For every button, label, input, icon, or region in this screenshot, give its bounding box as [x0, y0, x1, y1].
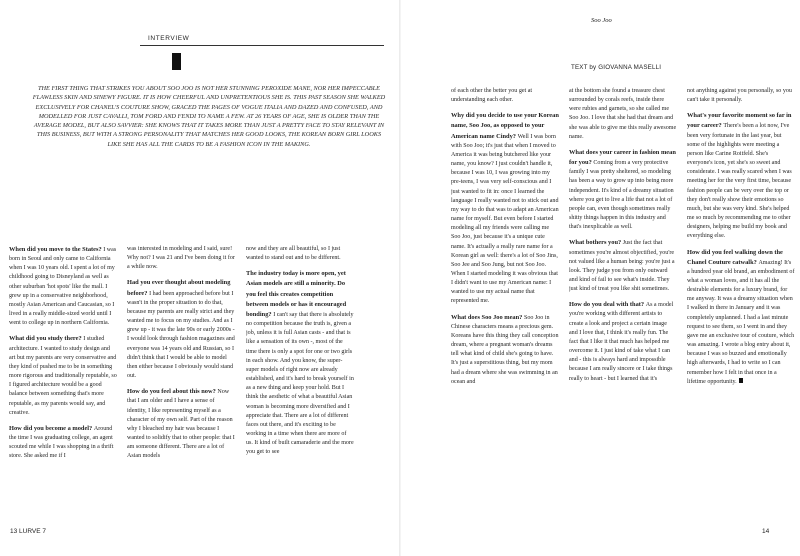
interview-question: Why did you decide to use your Korean name, Soo Joo, as opposed to your American name Cindy?: [451, 112, 559, 140]
interview-question: What's your favorite moment so far in your career?: [687, 112, 792, 130]
interview-answer: I studied architecture. I wanted to study design and art but my parents are very conservative and they kind of pushed me to be in something more rigorous and traditionally reputable, so I figured architecture would be a good balance between something that's more reputable, as my parents would say, and creative.: [9, 336, 117, 416]
text-column-4: [451, 87, 559, 539]
interview-answer: Soo Joo in Chinese characters means a precious gem. Koreans have this thing they call conception dream, where a pregnant woman's dreams tell what kind of child she's going to have. It's just a superstitious thing, but my mom had a dream where she was swimming in an ocean and: [451, 314, 559, 385]
article-paragraph: [569, 238, 677, 294]
header-rule: [140, 45, 384, 46]
interview-answer: Around the time I was graduating college, an agent scouted me while I was shopping in a thrift store. She asked me if I: [9, 425, 114, 460]
article-paragraph: [451, 111, 559, 306]
article-paragraph: [246, 269, 354, 457]
intro-paragraph: THE FIRST THING THAT STRIKES YOU ABOUT SOO JOO IS NOT HER STUNNING PEROXIDE MANE, NOR HER IMPECCABLE FLAWLESS SKIN AND SINEWY FIGURE. IT IS HOW CHEERFUL AND UNPRETENTIOUS SHE IS. THIS PAST SEASON SHE WALKED EXCLUSIVELY FOR CHANEL'S COUTURE SHOW, GRACED THE PAGES OF VOGUE ITALIA AND DAZED AND CONFUSED, AND MODELLED FOR JUST CAVALLI, TOM FORD AND FENDI TO NAME A FEW. AT 26 YEARS OF AGE, SHE IS OLDER THAN THE AVERAGE MODEL, BUT ALSO SAVVIER: SHE KNOWS THAT IT TAKES MORE THAN JUST A PRETTY FACE TO STAY RELEVANT IN THIS BUSINESS, BUT WITH A STRONG PERSONALITY THAT MATCHES HER GOOD LOOKS, THE KOREAN BORN GIRL LOOKS LIKE SHE HAS ALL THE CARDS TO BE A FASHION ICON IN THE MAKING.: [32, 85, 386, 148]
interview-answer: I can't say that there is absolutely no competition because the truth is, given a job, unless it is full Asian casts - and that is like a sensation of its own -, most of the time there is only a spot for one or two girls in each show. And you know, the super-super models of right now are already established, and it's hard to break yourself in as a new thing and keep your hold. But I think the aesthetic of what a beautiful Asian woman is becoming more diversified and I appreciate that. There are a lot of different faces out there, and it's exciting to be working in a time when there are more of us. It kind of built camaraderie and the more you get to see: [246, 311, 354, 456]
interview-question: Had you ever thought about modeling before?: [127, 279, 231, 297]
end-of-article-mark: [739, 378, 743, 383]
interview-question: What does your career in fashion mean for you?: [569, 148, 676, 167]
article-paragraph: [127, 278, 235, 381]
interview-answer: There's been a lot now, I've been very fortunate in the last year, but some of the highlights were meeting a person like Carine Roitfeld. She's everyone's icon, yet she's so sweet and considerate. I was really scared when I was meeting her for the very first time, because fashion people can be very over the top or they don't really show their emotions so much, but she was very kind. She's helped me so much by recommending me to other designers, helping me build my book and everything else.: [687, 123, 792, 240]
text-column-2: [127, 245, 235, 537]
interview-answer: As a model you're working with different artists to create a look and project a certain image and I love that, I think it's really fun. The fact that I like it that much has helped me overcome it. I just kind of take what I can and - this is always hard and impossible because I am really sincere or I take things really to heart - but I learned that it's: [569, 302, 674, 382]
article-paragraph: [9, 424, 117, 462]
article-paragraph: [687, 111, 795, 241]
text-column-3: [246, 245, 354, 537]
interview-answer: I had been approached before but I wasn't in the proper situation to do that, because my parents are really strict and they wanted me to focus on my studies. And as I grew up - it was the late 90s or early 2000s - I would look through fashion magazines and everyone was 14 years old and Russian, so I didn't think that I would be able to model then either because I obviously would stand out.: [127, 290, 235, 380]
interview-question: What bothers you?: [569, 239, 623, 247]
article-paragraph: [569, 87, 677, 142]
interview-answer: Well I was born with Soo Joo; it's just that when I moved to America it was being butchered like your name, you know? I just couldn't handle it, because I was 10, I was growing into my pre-teens, I was very self-conscious and I just wanted to fit in: once I learned the language I really wanted not to stick out and my way to do that was to adapt an American name for myself. But even before I started modeling all my friends were calling me Soo Joo, just because it's a unique cute name. It's actually a really rare name for a Korean girl as well: there's a lot of Soo Jins, Soo Jee and Soo Jung, but not Soo Joo. When I started modeling it was obvious that I didn't want to use my American name: I wanted to use my actual name that represented me.: [451, 133, 559, 305]
text-column-5: [569, 87, 677, 539]
article-paragraph: [451, 87, 559, 105]
article-paragraph: [569, 148, 677, 232]
text-column-1: [9, 245, 117, 537]
interview-question: When did you move to the States?: [9, 246, 104, 253]
article-paragraph: [9, 334, 117, 417]
text-column-6: [687, 87, 795, 539]
interview-question: How did you feel walking down the Chanel Couture catwalk?: [687, 248, 783, 266]
article-paragraph: [9, 245, 117, 328]
interview-answer: Amazing! It's a hundred year old brand, an embodiment of what a woman loves, and it has all the desirable elements for a luxury brand, for me anyway. It was a dreamy situation when I walked in there in January and it was completely unplanned. I had a last minute request to see them, so I went in and they gave me an exclusive tour of couture, which was amazing. I wrote a blog entry about it, because I was so buzzed and emotionally high afterwards, I had to write so I can remember how I felt in that once in a lifetime opportunity.: [687, 259, 795, 385]
page-gutter: [399, 0, 401, 556]
byline: TEXT by GIOVANNA MASELLI: [571, 64, 662, 71]
interview-answer: Coming from a very protective family I was pretty sheltered, so modeling has been a way to grow up into being more independent. It's kind of a dreamy situation where you get to live a life that not a lot of people can, even though sometimes really shitty things happen in this industry and that's inexplicable as well.: [569, 160, 674, 231]
section-label: INTERVIEW: [148, 35, 190, 42]
interview-answer: I was born in Seoul and only came to California when I was 10 years old. I spent a lot of my childhood going to Disneyland as well as other suburban 'hot spots' like the mall. I grew up in a conservative neighborhood, mostly Asian American and Caucasian, so I lived in a really middle-sized world until I went to college up in northern California.: [9, 247, 117, 327]
interview-answer: Now that I am older and I have a sense of identity, I like representing myself as a character of my own self. Part of the reason why I bleached my hair was because I wanted to solidify that to other people: that I am someone different. There are a lot of Asian models: [127, 389, 235, 460]
interview-question: How did you become a model?: [9, 424, 94, 432]
interview-answer: Just the fact that sometimes you're almost objectified, you're not valued like a human being: you're just a look. They judge you from only outward and kind of fail to see what's inside. They just kind of treat you like shit sometimes.: [569, 240, 675, 293]
article-paragraph: [246, 245, 354, 263]
article-paragraph: [451, 313, 559, 387]
interview-question: How do you feel about this now?: [127, 388, 218, 396]
article-paragraph: [127, 387, 235, 461]
interview-answer: was interested in modeling and I said, sure! Why not? I was 21 and I've been doing it for a while now.: [127, 246, 235, 271]
interview-question: The industry today is more open, yet Asian models are still a minority. Do you feel this creates competition between models or has it encouraged bonding?: [246, 270, 347, 318]
decorative-block: [172, 53, 181, 70]
folio-right: 14: [762, 528, 770, 535]
interview-question: What did you study there?: [9, 335, 84, 343]
article-paragraph: [127, 245, 235, 272]
interview-answer: not anything against you personally, so you can't take it personally.: [687, 88, 792, 104]
interview-answer: now and they are all beautiful, so I just wanted to stand out and to be different.: [246, 246, 341, 262]
interview-question: What does Soo Joo mean?: [451, 313, 524, 321]
interview-question: How do you deal with that?: [569, 301, 646, 309]
running-head-name: Soo Joo: [591, 17, 612, 24]
folio-left: 13 LURVE 7: [10, 528, 47, 535]
interview-answer: at the bottom she found a treasure chest surrounded by corals reefs, inside there were rubies and garnets, so she called me Soo Joo. I love that she had that dream and she was able to give me this really awesome name.: [569, 88, 677, 140]
article-paragraph: [687, 87, 795, 105]
interview-answer: of each other the better you get at understanding each other.: [451, 88, 533, 104]
article-paragraph: [569, 300, 677, 383]
article-paragraph: [687, 248, 795, 387]
